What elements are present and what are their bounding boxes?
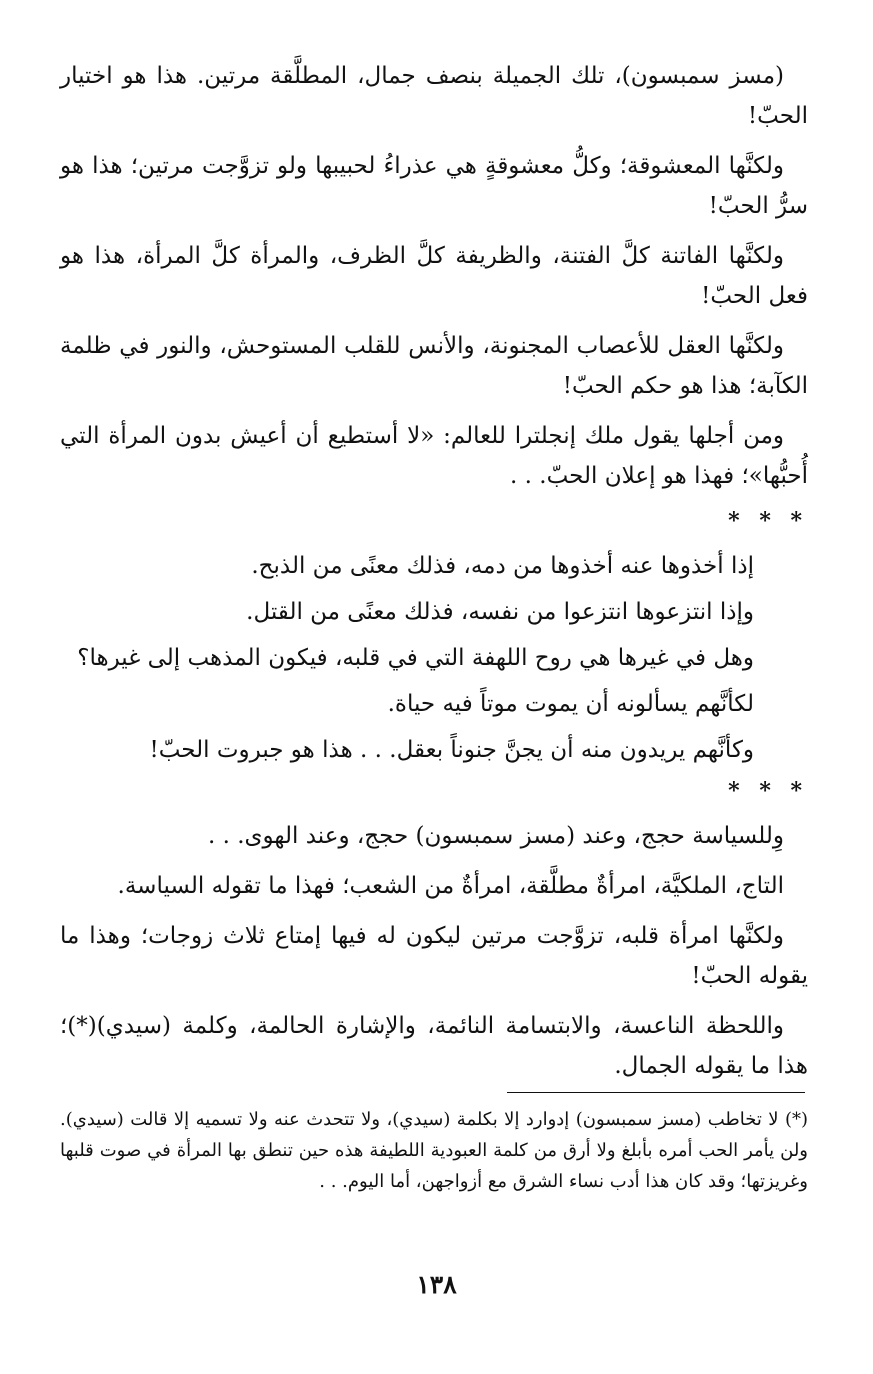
paragraph: ولكنَّها المعشوقة؛ وكلُّ معشوقةٍ هي عذراءُ لحبيبها ولو تزوَّجت مرتين؛ هذا هو سرُّ الحبّ! <box>60 153 808 219</box>
section-separator: * * * <box>728 778 808 804</box>
footnote-divider <box>507 1092 805 1093</box>
paragraph: ولكنَّها العقل للأعصاب المجنونة، والأنس للقلب المستوحش، والنور في ظلمة الكآبة؛ هذا هو حكم الحبّ! <box>60 333 808 399</box>
paragraph: ولكنَّها الفاتنة كلَّ الفتنة، والظريفة كلَّ الظرف، والمرأة كلَّ المرأة، هذا هو فعل الحبّ! <box>60 243 808 309</box>
paragraph: (مسز سمبسون)، تلك الجميلة بنصف جمال، المطلَّقة مرتين. هذا هو اختيار الحبّ! <box>60 63 808 129</box>
paragraph: التاج، الملكيَّة، امرأةٌ مطلَّقة، امرأةٌ من الشعب؛ فهذا ما تقوله السياسة. <box>117 873 784 899</box>
page-number: ١٣٨ <box>416 1270 457 1299</box>
verse-line: إذا أخذوها عنه أخذوها من دمه، فذلك معنًى من الذبح. <box>251 553 754 579</box>
paragraph: ومن أجلها يقول ملك إنجلترا للعالم: «لا أستطيع أن أعيش بدون المرأة التي أُحبُّها»؛ فهذا هو إعلان الحبّ. . . <box>60 423 808 489</box>
paragraph: وِللسياسة حجج، وعند (مسز سمبسون) حجج، وعند الهوى. . . <box>207 823 784 849</box>
page-body <box>60 56 808 1096</box>
paragraph: ولكنَّها امرأة قلبه، تزوَّجت مرتين ليكون له فيها إمتاع ثلاث زوجات؛ وهذا ما يقوله الحبّ! <box>60 923 808 989</box>
verse-line: لكأنَّهم يسألونه أن يموت موتاً فيه حياة. <box>387 691 754 717</box>
paragraph: واللحظة الناعسة، والابتسامة النائمة، والإشارة الحالمة، وكلمة (سيدي)(*)؛ هذا ما يقوله الجمال. <box>60 1013 808 1079</box>
verse-line: وهل في غيرها هي روح اللهفة التي في قلبه، فيكون المذهب إلى غيرها؟ <box>77 645 754 671</box>
footnote: (*) لا تخاطب (مسز سمبسون) إدوارد إلا بكلمة (سيدي)، ولا تتحدث عنه ولا تسميه إلا قالت (سيدي). ولن يأمر الحب أمره بأبلغ ولا أرق من كلمة العبودية اللطيفة هذه حين تنطق بها المرأة في صوت قلبها وغريزتها؛ وقد كان هذا أدب نساء الشرق مع أزواجهن، أما اليوم. . . <box>60 1109 808 1192</box>
verse-line: وكأنَّهم يريدون منه أن يجنَّ جنوناً بعقل. . . هذا هو جبروت الحبّ! <box>149 737 754 763</box>
verse-line: وإذا انتزعوها انتزعوا من نفسه، فذلك معنًى من القتل. <box>246 599 754 625</box>
section-separator: * * * <box>728 508 808 534</box>
